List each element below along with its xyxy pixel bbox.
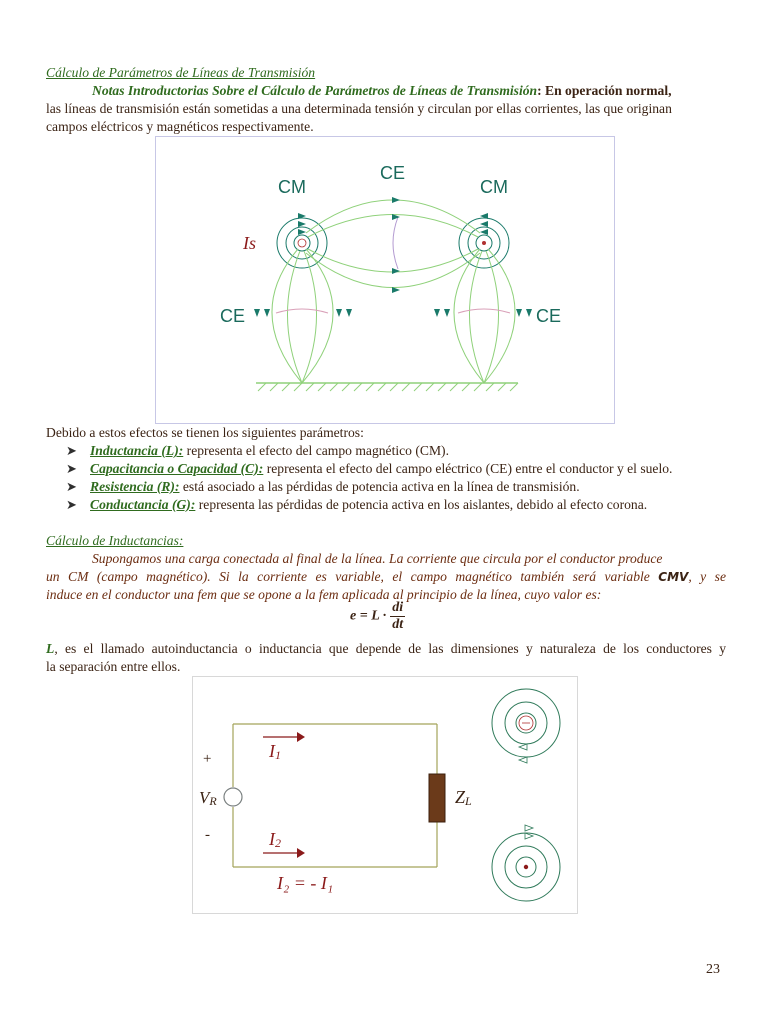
intro-line-1: [46, 82, 726, 100]
ce-top-label: CE: [380, 163, 406, 183]
subtitle: Notas Introductorias Sobre el Cálculo de Parámetros de Líneas de Transmisión: [92, 83, 538, 98]
ce-right-label: CE: [536, 306, 562, 326]
voltage-source-icon: [224, 788, 242, 806]
arrow-bullet-icon: ➤: [66, 443, 77, 458]
arrow-bullet-icon: ➤: [66, 461, 77, 476]
intro-colon: : En operación normal,: [537, 83, 672, 98]
zl-label: ZL: [455, 787, 472, 808]
cmv-term: CMV: [658, 570, 689, 584]
fields-diagram: [156, 137, 614, 423]
param-item-capacitance: ➤ Capacitancia o Capacidad (C): representa el efecto del campo eléctrico (CE) entre el conductor y el suelo.: [66, 461, 673, 476]
circuit-diagram: [193, 677, 577, 913]
vr-label: VR: [199, 788, 217, 808]
i1-label: I1: [269, 741, 281, 762]
inductance-title: Cálculo de Inductancias:: [46, 533, 184, 548]
load-impedance-icon: [429, 774, 445, 822]
minus-sign: -: [205, 827, 210, 843]
intro-line-3: campos eléctricos y magnéticos respectivamente.: [46, 119, 314, 134]
arrow-bullet-icon: ➤: [66, 479, 77, 494]
l-symbol: L: [46, 641, 55, 656]
current-relation: I₂ = - I₁: [277, 873, 334, 893]
params-lead: Debido a estos efectos se tienen los siguientes parámetros:: [46, 425, 364, 440]
figure-fields: [155, 136, 615, 424]
cm-left-label: CM: [278, 177, 306, 197]
param-item-inductance: ➤ Inductancia (L): representa el efecto del campo magnético (CM).: [66, 443, 449, 458]
param-item-resistance: ➤ Resistencia (R): está asociado a las pérdidas de potencia activa en la línea de transmisión.: [66, 479, 580, 494]
inductance-p1b: un CM (campo magnético). Si la corriente es variable, el campo magnético también será variable CMV, y se: [46, 569, 726, 584]
params-list: [66, 442, 736, 514]
intro-line-2: las líneas de transmisión están sometidas a una determinada tensión y circulan por ellas corrientes, las que originan: [46, 101, 672, 116]
arrow-bullet-icon: ➤: [66, 497, 77, 512]
section-title: Cálculo de Parámetros de Líneas de Transmisión: [46, 65, 316, 80]
page-number: 23: [706, 962, 720, 977]
emf-formula: e = L · $\frac{di}{dt}$: [350, 600, 404, 632]
fraction: $\frac{di}{dt}$: [392, 600, 404, 632]
i2-label: I2: [269, 829, 281, 850]
param-item-conductance: ➤ Conductancia (G): representa las pérdidas de potencia activa en los aislantes, debido al efecto corona.: [66, 497, 648, 512]
inductance-p2a: L, es el llamado autoinductancia o inductancia que depende de las dimensiones y naturaleza de los conductores y: [46, 641, 726, 656]
cm-right-label: CM: [480, 177, 508, 197]
plus-sign: +: [203, 751, 212, 767]
figure-circuit: [192, 676, 578, 914]
inductance-p1c: induce en el conductor una fem que se opone a la fem aplicada al principio de la línea, cuyo valor es:: [46, 587, 602, 602]
ce-left-label: CE: [220, 306, 246, 326]
inductance-p1a: Supongamos una carga conectada al final de la línea. La corriente que circula por el conductor produce: [92, 551, 663, 566]
is-label: Is: [243, 233, 256, 253]
inductance-p2b: la separación entre ellos.: [46, 659, 181, 674]
